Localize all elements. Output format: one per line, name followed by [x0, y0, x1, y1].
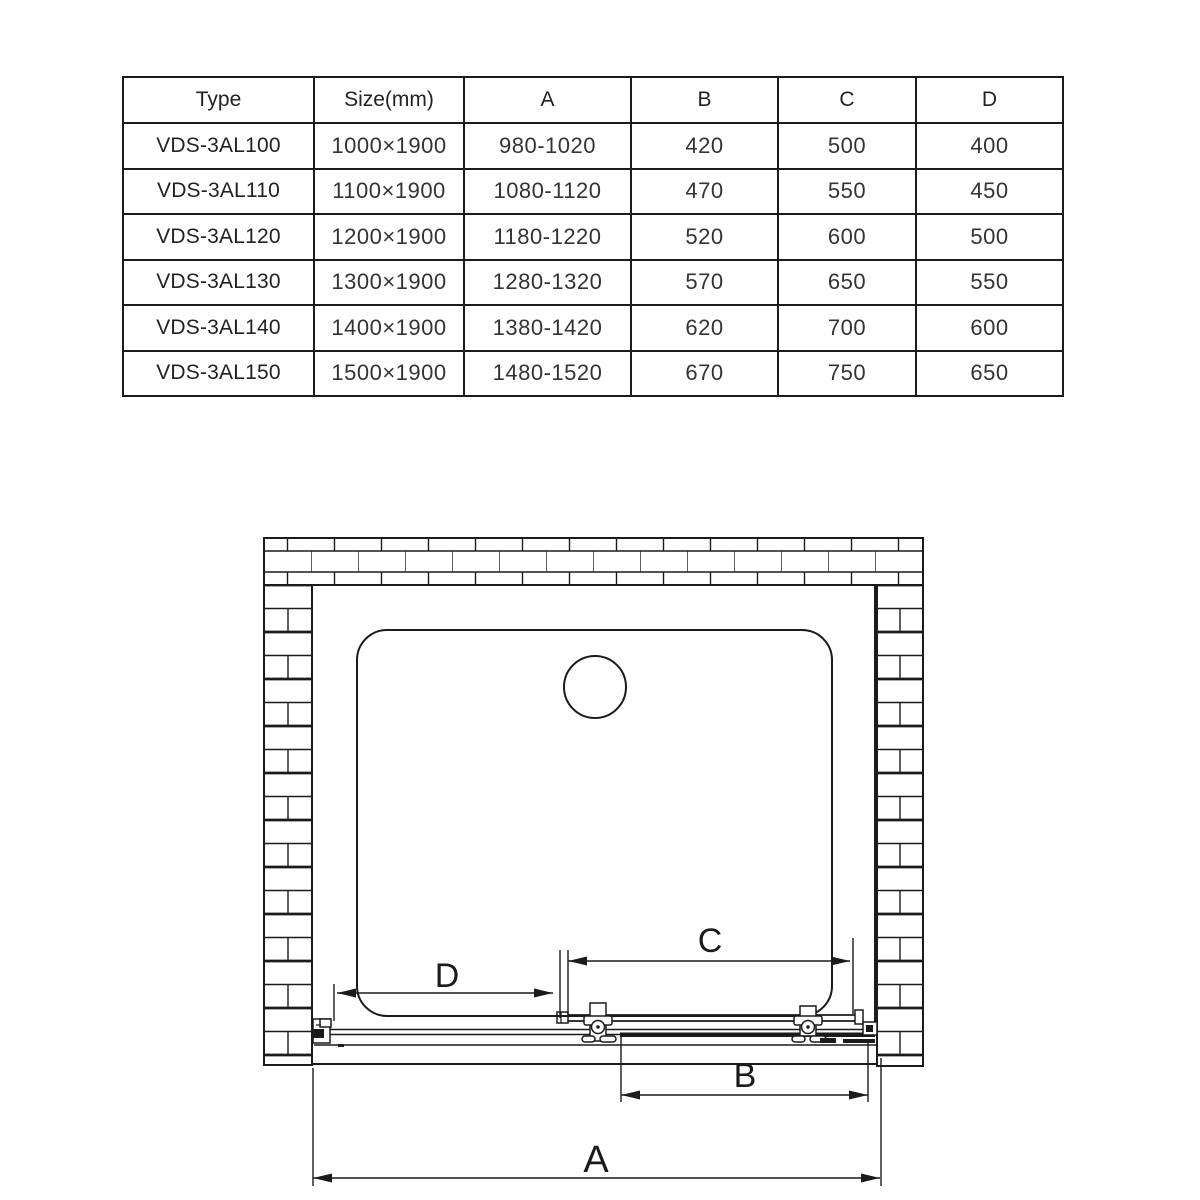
roller-assembly-right [792, 1006, 826, 1042]
value-cell: 1100×1900 [314, 169, 464, 215]
arrowhead-left-icon [337, 989, 356, 998]
column-header: Type [123, 77, 314, 123]
room-outline [312, 585, 875, 1035]
value-cell: 1280-1320 [464, 260, 631, 306]
value-cell: 1180-1220 [464, 214, 631, 260]
value-cell: 1400×1900 [314, 305, 464, 351]
wall-profile-left [313, 1019, 331, 1043]
column-header: A [464, 77, 631, 123]
arrowhead-right-icon [534, 989, 553, 998]
arrowhead-left-icon [568, 957, 587, 966]
rail-end-cap-left [557, 1012, 568, 1023]
value-cell: 650 [916, 351, 1063, 397]
value-cell: 470 [631, 169, 778, 215]
type-cell: VDS-3AL140 [123, 305, 314, 351]
value-cell: 550 [916, 260, 1063, 306]
spec-table [122, 76, 1064, 397]
value-cell: 620 [631, 305, 778, 351]
column-header: Size(mm) [314, 77, 464, 123]
column-header: C [778, 77, 916, 123]
value-cell: 670 [631, 351, 778, 397]
value-cell: 570 [631, 260, 778, 306]
column-header: D [916, 77, 1063, 123]
brick-wall-right [877, 585, 923, 1066]
column-header: B [631, 77, 778, 123]
arrowhead-left-icon [621, 1091, 640, 1100]
value-cell: 1500×1900 [314, 351, 464, 397]
type-cell: VDS-3AL150 [123, 351, 314, 397]
arrowhead-right-icon [861, 1174, 880, 1183]
value-cell: 980-1020 [464, 123, 631, 169]
type-cell: VDS-3AL130 [123, 260, 314, 306]
value-cell: 400 [916, 123, 1063, 169]
value-cell: 520 [631, 214, 778, 260]
value-cell: 600 [778, 214, 916, 260]
spec-row [123, 214, 1063, 260]
dimension-label-c: C [697, 922, 723, 960]
value-cell: 450 [916, 169, 1063, 215]
value-cell: 600 [916, 305, 1063, 351]
brick-wall-top [264, 538, 923, 585]
installation-diagram [0, 530, 1200, 1200]
arrowhead-right-icon [849, 1091, 868, 1100]
type-cell: VDS-3AL120 [123, 214, 314, 260]
drain-circle [564, 656, 626, 718]
value-cell: 1000×1900 [314, 123, 464, 169]
arrowhead-right-icon [831, 957, 850, 966]
value-cell: 420 [631, 123, 778, 169]
value-cell: 1200×1900 [314, 214, 464, 260]
value-cell: 500 [778, 123, 916, 169]
type-cell: VDS-3AL110 [123, 169, 314, 215]
value-cell: 500 [916, 214, 1063, 260]
spec-row [123, 305, 1063, 351]
type-cell: VDS-3AL100 [123, 123, 314, 169]
value-cell: 650 [778, 260, 916, 306]
spec-row [123, 260, 1063, 306]
value-cell: 700 [778, 305, 916, 351]
sliding-panel-bottom-bar [620, 1033, 875, 1038]
spec-row [123, 169, 1063, 215]
value-cell: 1080-1120 [464, 169, 631, 215]
track-tick [338, 1044, 344, 1047]
dimension-label-a: A [583, 1139, 609, 1181]
shower-tray-outline [357, 630, 832, 1016]
value-cell: 1300×1900 [314, 260, 464, 306]
value-cell: 750 [778, 351, 916, 397]
spec-table-body [123, 123, 1063, 396]
value-cell: 1380-1420 [464, 305, 631, 351]
value-cell: 1480-1520 [464, 351, 631, 397]
spec-row [123, 123, 1063, 169]
roller-assembly-left [582, 1003, 616, 1042]
spec-row [123, 351, 1063, 397]
brick-wall-left [264, 585, 312, 1065]
arrowhead-left-icon [313, 1174, 332, 1183]
rail-end-cap-right [855, 1010, 863, 1024]
dimension-label-d: D [434, 957, 460, 995]
value-cell: 550 [778, 169, 916, 215]
dimension-label-b: B [733, 1057, 757, 1095]
spec-table-head [123, 77, 1063, 123]
header-row [123, 77, 1063, 123]
